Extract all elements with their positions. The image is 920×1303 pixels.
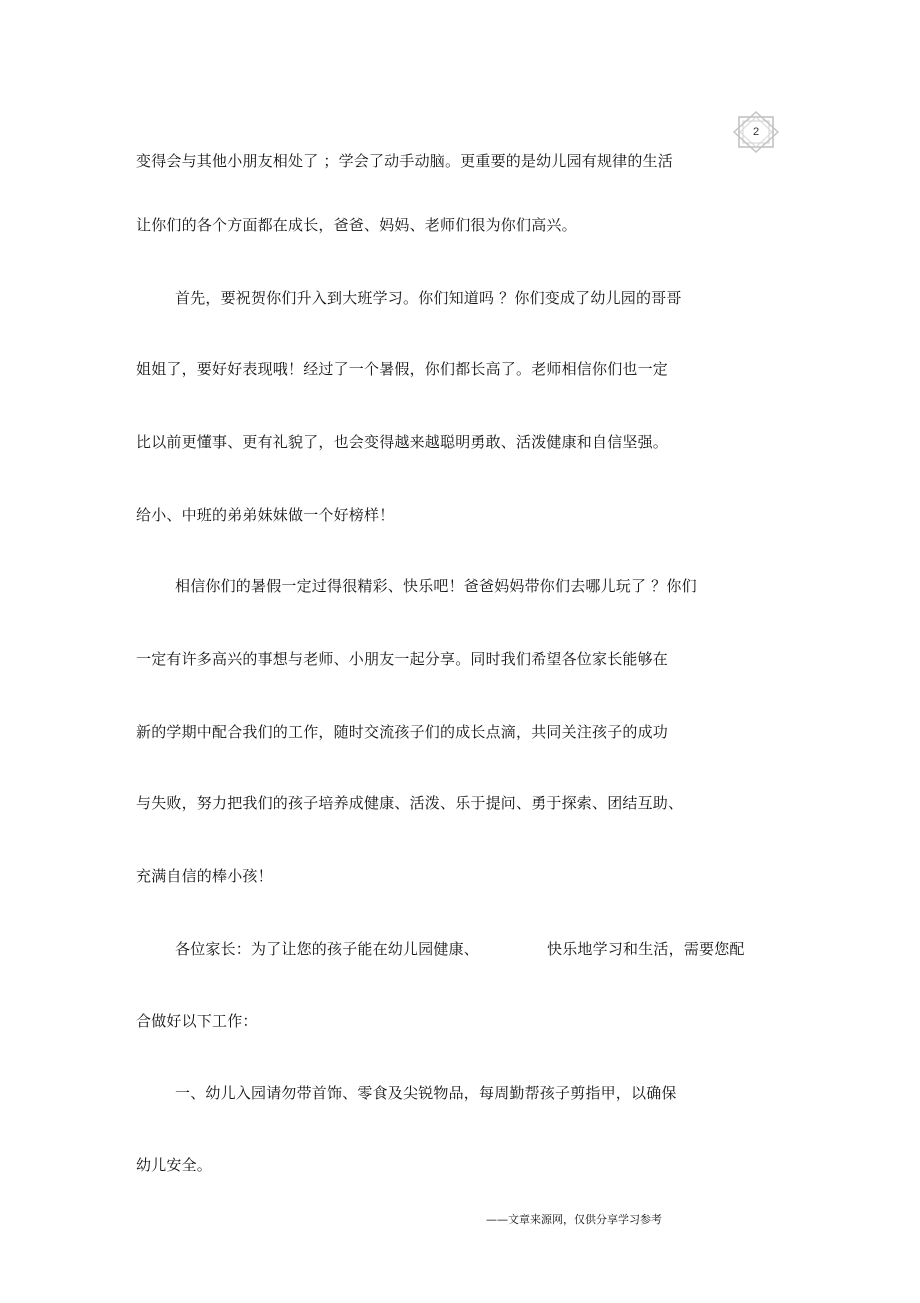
text-line-10: 与失败，努力把我们的孩子培养成健康、活泼、乐于提问、勇于探索、团结互助、 — [136, 794, 684, 812]
footer-source-note: ——文章来源网，仅供分享学习参考 — [486, 1213, 662, 1226]
text-line-12 — [175, 939, 745, 959]
text-line-13: 合做好以下工作： — [136, 1012, 258, 1030]
text-line-3: 首先，要祝贺你们升入到大班学习。你们知道吗 ？你们变成了幼儿园的哥哥 — [175, 289, 682, 307]
page-number-badge — [731, 111, 781, 153]
text-line-12-part-a: 各位家长：为了让您的孩子能在幼儿园健康、 — [175, 940, 480, 958]
text-line-8: 一定有许多高兴的事想与老师、小朋友一起分享。同时我们希望各位家长能够在 — [136, 650, 669, 668]
text-line-1: 变得会与其他小朋友相处了 ；学会了动手动脑。更重要的是幼儿园有规律的生活 — [136, 152, 673, 170]
text-line-4: 姐姐了，要好好表现哦！经过了一个暑假，你们都长高了。老师相信你们也一定 — [136, 360, 669, 378]
text-line-14: 一、幼儿入园请勿带首饰、零食及尖锐物品，每周勤帮孩子剪指甲，以确保 — [175, 1084, 677, 1102]
text-line-5: 比以前更懂事、更有礼貌了，也会变得越来越聪明勇敢、活泼健康和自信坚强。 — [136, 433, 669, 451]
text-line-11: 充满自信的棒小孩！ — [136, 867, 273, 885]
page-number: 2 — [752, 126, 760, 138]
text-line-9: 新的学期中配合我们的工作，随时交流孩子们的成长点滴，共同关注孩子的成功 — [136, 723, 669, 741]
text-line-15: 幼儿安全。 — [136, 1156, 213, 1174]
text-line-6: 给小、中班的弟弟妹妹做一个好榜样！ — [136, 506, 395, 524]
text-line-7: 相信你们的暑假一定过得很精彩、快乐吧！爸爸妈妈带你们去哪儿玩了 ？你们 — [175, 577, 697, 595]
text-line-12-part-b: 快乐地学习和生活，需要您配 — [547, 940, 745, 958]
text-line-2: 让你们的各个方面都在成长，爸爸、妈妈、老师们很为你们高兴。 — [136, 216, 577, 234]
